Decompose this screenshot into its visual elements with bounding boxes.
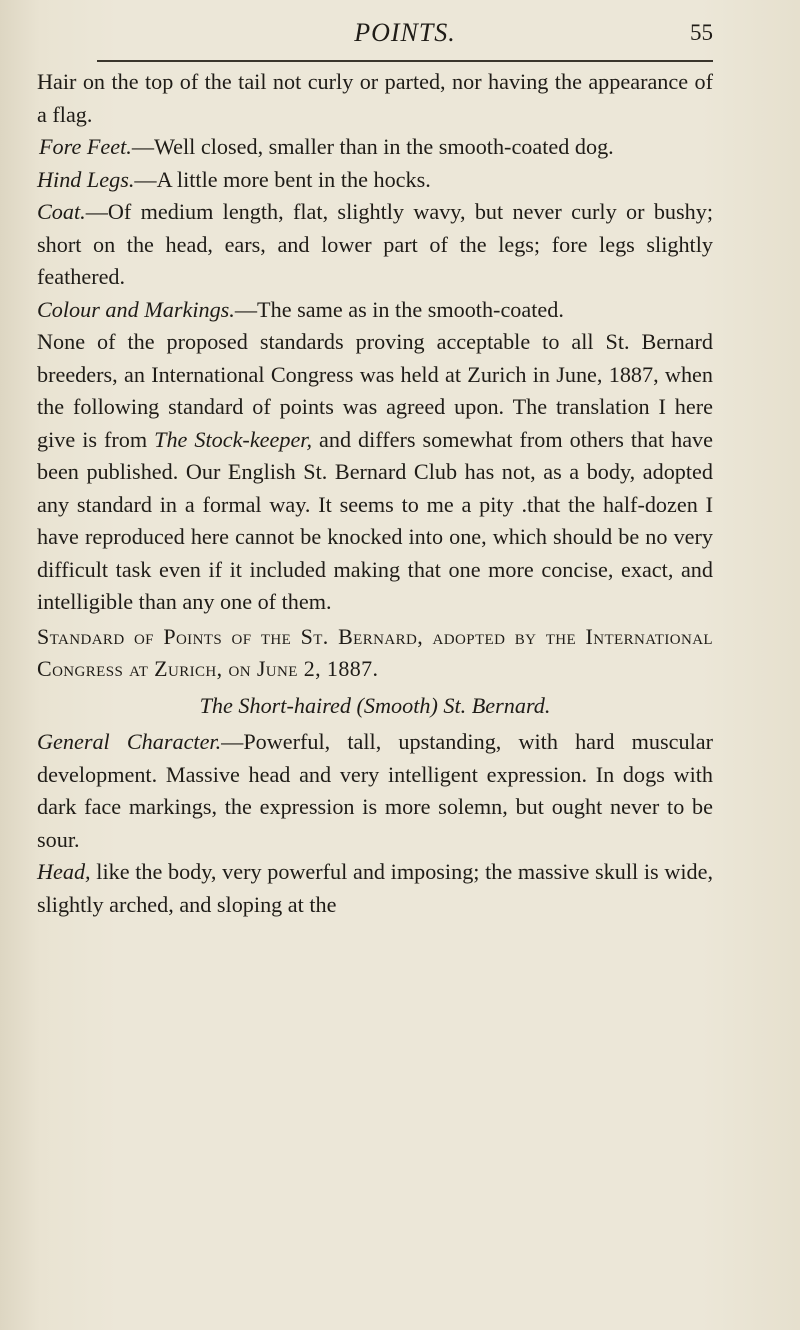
paragraph-text: None of the proposed standards proving acceptable to all St. Bernard breeders, an International Congress was held at Zurich in June, 1887, when the following standard of points was agreed upon. The translation I here give is from: [37, 329, 713, 452]
paragraph-colour: [37, 294, 713, 327]
paragraph-label: Colour and Markings.: [37, 296, 235, 322]
paragraph-fore-feet: [37, 131, 713, 164]
paragraph-label: General Character.: [37, 729, 222, 754]
section-heading: Standard of Points of the St. Bernard, adopted by the International Congress at Zurich, on June 2, 1887.: [37, 623, 713, 681]
paragraph-tail-hair: [37, 66, 713, 131]
page-header: [97, 14, 713, 58]
body-text: [37, 66, 713, 921]
paragraph-hind-legs: [37, 164, 713, 197]
paragraph-text: Hair on the top of the tail not curly or parted, nor having the appearance of a flag.: [37, 69, 713, 127]
running-head: POINTS.: [354, 18, 456, 47]
subheading: The Short-haired (Smooth) St. Bernard.: [199, 692, 551, 718]
paragraph-coat: [37, 196, 713, 294]
paragraph-text: and differs somewhat from others that have been published. Our English St. Bernard Club has not, as a body, adopted any standard in a formal way. It seems to me a pity .that the half-dozen I have reproduced here cannot be knocked into one, which should be no very difficult task even if it included making that one more concise, exact, and intelligible than any one of them.: [37, 426, 713, 614]
header-rule: [97, 60, 713, 62]
paragraph-congress: [37, 326, 713, 619]
paragraph-head: [37, 856, 713, 921]
paragraph-label: Head,: [37, 859, 91, 884]
paragraph-label: Hind Legs.: [37, 166, 135, 192]
paragraph-general-character: [37, 726, 713, 856]
page-number: 55: [690, 20, 713, 45]
paragraph-text: —Powerful, tall, upstanding, with hard muscular development. Massive head and very intelligent expression. In dogs with dark face markings, the expression is more solemn, but ought never to be sour.: [37, 729, 713, 852]
paragraph-text: —A little more bent in the hocks.: [134, 166, 431, 192]
paragraph-text: like the body, very powerful and imposing; the massive skull is wide, slightly arched, and sloping at the: [37, 859, 713, 917]
paragraph-text: —Well closed, smaller than in the smooth-coated dog.: [131, 134, 614, 159]
paragraph-label: Coat.: [37, 199, 86, 224]
paragraph-text: —Of medium length, flat, slightly wavy, but never curly or bushy; short on the head, ears, and lower part of the legs; fore legs slightly feathered.: [37, 199, 713, 289]
paragraph-text: —The same as in the smooth-coated.: [234, 296, 564, 322]
cited-title: The Stock-keeper,: [154, 426, 313, 452]
paragraph-label: Fore Feet.: [39, 134, 132, 159]
